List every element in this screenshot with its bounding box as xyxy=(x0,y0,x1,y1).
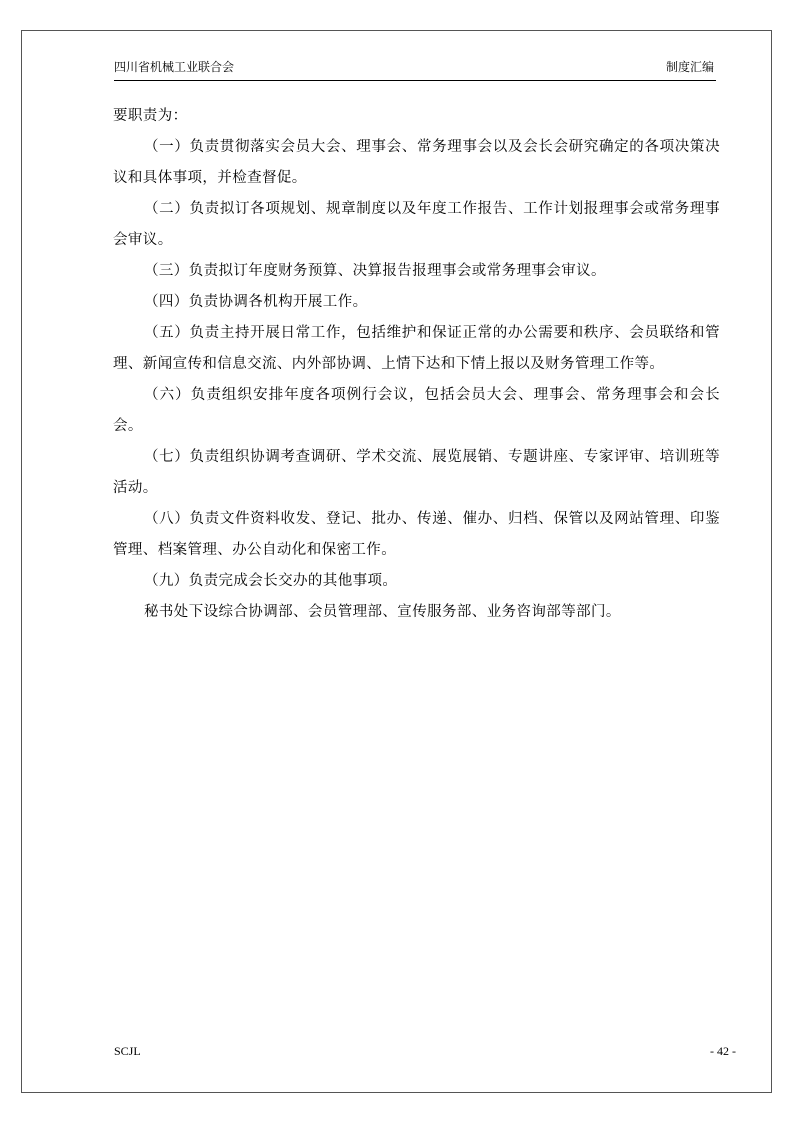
duty-item-1: （一）负责贯彻落实会员大会、理事会、常务理事会以及会长会研究确定的各项决策决议和具体事项，并检查督促。 xyxy=(113,139,720,186)
page-number: - 42 - xyxy=(710,1044,736,1058)
header-org-name: 四川省机械工业联合会 xyxy=(114,60,235,74)
header-doc-title: 制度汇编 xyxy=(665,60,714,74)
duty-item-5: （五）负责主持开展日常工作，包括维护和保证正常的办公需要和秩序、会员联络和管理、新闻宣传和信息交流、内外部协调、上情下达和下情上报以及财务管理工作等。 xyxy=(113,325,720,372)
page-footer xyxy=(114,1042,736,1060)
duty-item-7: （七）负责组织协调考查调研、学术交流、展览展销、专题讲座、专家评审、培训班等活动。 xyxy=(113,449,720,496)
document-body xyxy=(113,101,720,628)
lead-paragraph: 要职责为： xyxy=(113,108,188,124)
duty-item-4: （四）负责协调各机构开展工作。 xyxy=(144,294,368,310)
closing-paragraph: 秘书处下设综合协调部、会员管理部、宣传服务部、业务咨询部等部门。 xyxy=(144,604,621,620)
duty-item-8: （八）负责文件资料收发、登记、批办、传递、催办、归档、保管以及网站管理、印鉴管理、档案管理、办公自动化和保密工作。 xyxy=(113,511,720,558)
duty-item-6: （六）负责组织安排年度各项例行会议，包括会员大会、理事会、常务理事会和会长会。 xyxy=(113,387,720,434)
page-header xyxy=(114,57,714,77)
duty-item-9: （九）负责完成会长交办的其他事项。 xyxy=(144,573,398,589)
duty-item-2: （二）负责拟订各项规划、规章制度以及年度工作报告、工作计划报理事会或常务理事会审议。 xyxy=(113,201,720,248)
footer-code: SCJL xyxy=(114,1044,141,1058)
header-divider xyxy=(114,80,716,81)
duty-item-3: （三）负责拟订年度财务预算、决算报告报理事会或常务理事会审议。 xyxy=(144,263,606,279)
